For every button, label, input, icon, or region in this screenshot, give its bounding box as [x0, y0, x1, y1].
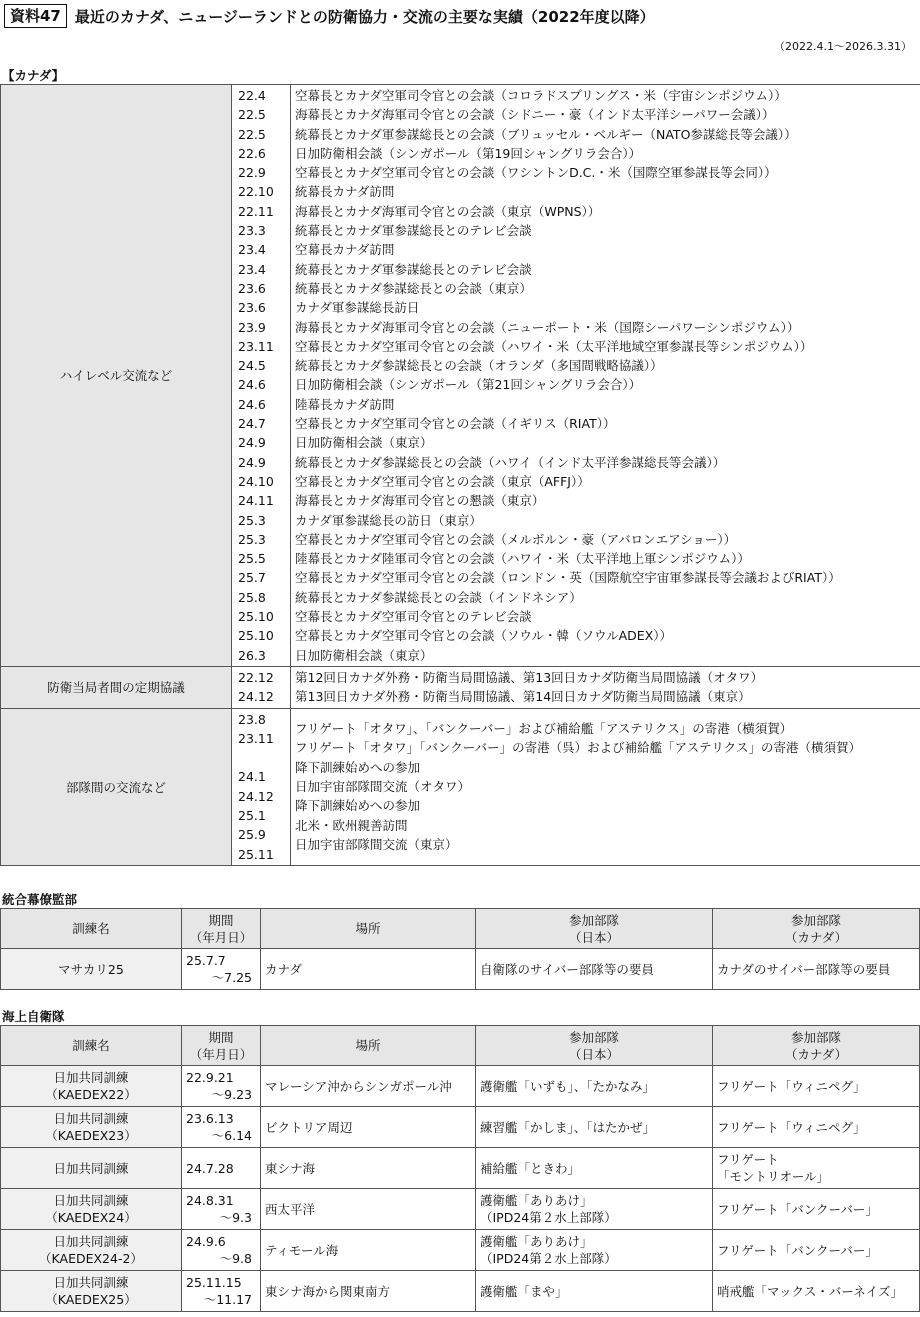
date-column [232, 85, 291, 667]
event-date: 24.9 [238, 454, 266, 470]
period-end: ～11.17 [203, 1292, 252, 1307]
training-place: 西太平洋 [261, 1189, 476, 1230]
event-description: 第13回日カナダ外務・防衛当局間協議、第14回日カナダ防衛当局間協議（東京） [295, 689, 751, 705]
cell-line: （KAEDEX24） [45, 1210, 137, 1225]
cell-line: 自衛隊のサイバー部隊等の要員 [480, 961, 654, 977]
group-label: 防衛当局者間の定期協議 [1, 666, 232, 708]
group-unit-exchanges [1, 708, 920, 865]
event-date: 24.6 [238, 377, 266, 393]
event-column [291, 666, 920, 708]
reporting-period: （2022.4.1～2026.3.31） [774, 40, 912, 53]
training-place: ティモール海 [261, 1230, 476, 1271]
event-description: 統幕長とカナダ参謀総長との会談（東京） [295, 280, 532, 296]
event-date: 24.9 [238, 435, 266, 451]
cell-line: （IPD24第２水上部隊） [480, 1251, 617, 1266]
event-date: 23.3 [238, 223, 266, 239]
event-description: フリゲート「オタワ」、「バンクーバー」および補給艦「アステリクス」の寄港（横須賀） [295, 721, 793, 737]
canada-exchange-table [0, 84, 920, 866]
event-description: 空幕長とカナダ空軍司令官との会談（ハワイ・米（太平洋地域空軍参謀長等シンポジウム）） [295, 338, 813, 354]
event-description: 北米・欧州親善訪問 [295, 817, 408, 833]
event-description: 空幕長とカナダ空軍司令官との会談（東京（AFFJ）） [295, 473, 590, 489]
page-title: 最近のカナダ、ニュージーランドとの防衛協力・交流の主要な実績（2022年度以降） [74, 7, 655, 26]
cell-line: 護衛艦「まや」 [480, 1283, 568, 1299]
col-jp-units-header: 参加部隊 （日本） [476, 1026, 713, 1066]
event-description: 陸幕長とカナダ陸軍司令官との会談（ハワイ・米（太平洋地上軍シンポジウム）） [295, 551, 750, 567]
canada-units [713, 1230, 920, 1271]
event-date: 23.6 [238, 280, 266, 296]
training-place: カナダ [261, 949, 476, 990]
event-description: 統幕長とカナダ参謀総長との会談（インドネシア） [295, 589, 582, 605]
training-period [182, 1066, 261, 1107]
event-date: 25.9 [238, 827, 266, 843]
event-date: 25.5 [238, 551, 266, 567]
canada-units [713, 1066, 920, 1107]
event-date: 25.3 [238, 531, 266, 547]
group-regular-consultations [1, 666, 920, 708]
event-description: 降下訓練始めへの参加 [295, 798, 421, 814]
period-end: ～7.25 [211, 970, 252, 985]
table-row [1, 1271, 920, 1312]
cell-line: 哨戒艦「マックス・バーネイズ」 [717, 1283, 903, 1299]
cell-line: フリゲート「バンクーバー」 [717, 1201, 878, 1217]
table-row [1, 1148, 920, 1189]
period-end: ～9.8 [219, 1251, 252, 1266]
event-description: 統幕長とカナダ軍参謀総長とのテレビ会談 [295, 223, 532, 239]
cell-line: 日加共同訓練 [53, 1160, 129, 1176]
event-description: 統幕長とカナダ参謀総長との会談（オランダ（多国間戦略協議）） [295, 358, 663, 374]
event-date: 24.5 [238, 358, 266, 374]
event-description: 日加防衛相会談（東京） [295, 435, 433, 451]
event-description: 海幕長とカナダ海軍司令官との会談（ニューポート・米（国際シーパワーシンポジウム）） [295, 319, 800, 335]
event-description: 日加防衛相会談（シンガポール（第21回シャングリラ会合）） [295, 377, 642, 393]
event-date: 23.6 [238, 300, 266, 316]
period-end: ～6.14 [211, 1128, 252, 1143]
event-description: 統幕長とカナダ軍参謀総長との会談（ブリュッセル・ベルギー（NATO参謀総長等会議）） [295, 126, 797, 142]
japan-units [476, 1230, 713, 1271]
event-description: 統幕長とカナダ参謀総長との会談（ハワイ（インド太平洋参謀総長等会議）） [295, 454, 726, 470]
group-high-level [1, 85, 920, 667]
table-row [1, 1230, 920, 1271]
event-description: 海幕長とカナダ海軍司令官との会談（シドニー・豪（インド太平洋シーパワー会議）） [295, 107, 775, 123]
cell-line: 日加共同訓練 [53, 1275, 129, 1290]
canada-units [713, 1107, 920, 1148]
table-row [1, 1107, 920, 1148]
group-label: ハイレベル交流など [1, 85, 232, 667]
training-period [182, 1189, 261, 1230]
cell-line: フリゲート「ウィニペグ」 [717, 1119, 866, 1135]
training-period [182, 1230, 261, 1271]
col-jp-units-header: 参加部隊 （日本） [476, 909, 713, 949]
cell-line: 護衛艦「ありあけ」 [480, 1193, 593, 1208]
training-place: 東シナ海から関東南方 [261, 1271, 476, 1312]
event-date: 23.8 [238, 711, 266, 727]
period-end: ～9.3 [219, 1210, 252, 1225]
cell-line: （KAEDEX25） [45, 1292, 137, 1307]
cell-line: 補給艦「ときわ」 [480, 1160, 581, 1176]
japan-units [476, 1271, 713, 1312]
event-date: 25.7 [238, 570, 266, 586]
event-date: 24.12 [238, 689, 274, 705]
cell-line: 護衛艦「ありあけ」 [480, 1234, 593, 1249]
col-name-header: 訓練名 [1, 909, 182, 949]
event-date: 23.11 [238, 730, 274, 746]
period-start: 24.8.31 [186, 1193, 234, 1208]
cell-line: 日加共同訓練 [53, 1193, 129, 1208]
training-name [1, 949, 182, 990]
training-name [1, 1271, 182, 1312]
cell-line: フリゲート [717, 1152, 779, 1167]
japan-units [476, 1066, 713, 1107]
table-row [1, 1066, 920, 1107]
canada-units [713, 1271, 920, 1312]
event-date: 24.6 [238, 396, 266, 412]
event-date: 22.10 [238, 184, 274, 200]
event-date: 25.11 [238, 846, 274, 862]
table-header-row [1, 1026, 920, 1066]
event-description: カナダ軍参謀総長の訪日（東京） [295, 512, 482, 528]
event-description: 日加宇宙部隊間交流（オタワ） [295, 779, 471, 795]
col-ca-units-header: 参加部隊 （カナダ） [713, 909, 920, 949]
col-period-header: 期間 （年月日） [182, 1026, 261, 1066]
event-date: 22.12 [238, 669, 274, 685]
event-date: 23.4 [238, 242, 266, 258]
cell-line: （KAEDEX24-2） [39, 1251, 143, 1266]
event-date: 25.1 [238, 807, 266, 823]
cell-line: 護衛艦「いずも」、「たかなみ」 [480, 1078, 656, 1094]
training-name [1, 1107, 182, 1148]
event-description: 海幕長とカナダ海軍司令官との会談（東京（WPNS）） [295, 203, 601, 219]
training-name [1, 1230, 182, 1271]
canada-units [713, 949, 920, 990]
event-date: 23.11 [238, 338, 274, 354]
page-header [4, 3, 655, 29]
event-description: 空幕長とカナダ空軍司令官とのテレビ会談 [295, 609, 532, 625]
event-date: 22.5 [238, 126, 266, 142]
japan-units [476, 949, 713, 990]
event-description: 空幕長とカナダ空軍司令官との会談（コロラドスプリングス・米（宇宙シンポジウム）） [295, 88, 787, 103]
event-column [291, 708, 920, 865]
cell-line: フリゲート「バンクーバー」 [717, 1242, 878, 1258]
period-start: 22.9.21 [186, 1070, 234, 1085]
training-period [182, 1148, 261, 1189]
event-date: 25.10 [238, 609, 274, 625]
canada-units [713, 1148, 920, 1189]
cell-line: （KAEDEX22） [45, 1087, 137, 1102]
cell-line: 「モントリオール」 [717, 1169, 830, 1184]
event-date: 22.11 [238, 203, 274, 219]
training-period [182, 1107, 261, 1148]
event-description: 空幕長カナダ訪問 [295, 242, 395, 258]
cell-line: 練習艦「かしま」、「はたかぜ」 [480, 1119, 656, 1135]
cell-line: 日加共同訓練 [53, 1111, 129, 1126]
event-description: 統幕長とカナダ軍参謀総長とのテレビ会談 [295, 261, 532, 277]
cell-line: マサカリ25 [58, 961, 124, 977]
maritime-section-label: 海上自衛隊 [2, 1009, 65, 1024]
event-description: カナダ軍参謀総長訪日 [295, 300, 420, 316]
event-date: 23.4 [238, 261, 266, 277]
event-description: 空幕長とカナダ空軍司令官との会談（ソウル・韓（ソウルADEX）） [295, 628, 673, 644]
training-period [182, 949, 261, 990]
event-date: 22.6 [238, 145, 266, 161]
event-date: 23.9 [238, 319, 266, 335]
training-period [182, 1271, 261, 1312]
cell-line: 日加共同訓練 [53, 1070, 129, 1085]
event-date: 24.7 [238, 416, 266, 432]
canada-section-label: 【カナダ】 [2, 68, 65, 83]
period-end: ～9.23 [211, 1087, 252, 1102]
event-description: フリゲート「オタワ」「バンクーバー」の寄港（呉）および補給艦「アステリクス」の寄港（横須賀） [295, 740, 862, 756]
event-date: 24.12 [238, 788, 274, 804]
event-description: 海幕長とカナダ海軍司令官との懇談（東京） [295, 493, 545, 509]
training-place: マレーシア沖からシンガポール沖 [261, 1066, 476, 1107]
event-date: 22.4 [238, 88, 266, 103]
training-name [1, 1066, 182, 1107]
event-description: 統幕長カナダ訪問 [295, 184, 395, 200]
period-start: 24.9.6 [186, 1234, 226, 1249]
training-place: ビクトリア周辺 [261, 1107, 476, 1148]
event-date: 25.3 [238, 512, 266, 528]
table-row [1, 949, 920, 990]
training-name [1, 1189, 182, 1230]
period-start: 23.6.13 [186, 1111, 234, 1126]
table-row [1, 1189, 920, 1230]
joint-staff-section-label: 統合幕僚監部 [2, 892, 78, 907]
col-place-header: 場所 [261, 909, 476, 949]
event-description: 降下訓練始めへの参加 [295, 759, 421, 775]
event-description: 空幕長とカナダ空軍司令官との会談（イギリス（RIAT）） [295, 416, 616, 432]
event-description: 空幕長とカナダ空軍司令官との会談（ワシントンD.C.・米（国際空軍参謀長等会同）） [295, 165, 777, 181]
japan-units [476, 1189, 713, 1230]
group-label: 部隊間の交流など [1, 708, 232, 865]
cell-line: フリゲート「ウィニペグ」 [717, 1078, 866, 1094]
event-description: 日加防衛相会談（東京） [295, 647, 433, 663]
cell-line: 日加共同訓練 [53, 1234, 129, 1249]
period-start: 25.11.15 [186, 1275, 242, 1290]
event-description: 空幕長とカナダ空軍司令官との会談（ロンドン・英（国際航空宇宙軍参謀長等会議およびRIAT）） [295, 570, 841, 586]
training-place: 東シナ海 [261, 1148, 476, 1189]
canada-units [713, 1189, 920, 1230]
event-date: 22.9 [238, 165, 266, 181]
japan-units [476, 1107, 713, 1148]
period-start: 24.7.28 [186, 1160, 234, 1176]
event-date: 24.1 [238, 769, 266, 785]
event-column [291, 85, 920, 667]
cell-line: カナダのサイバー部隊等の要員 [717, 961, 891, 977]
event-date: 24.11 [238, 493, 274, 509]
date-column [232, 708, 291, 865]
event-description: 陸幕長カナダ訪問 [295, 396, 395, 412]
maritime-table [0, 1025, 920, 1312]
col-place-header: 場所 [261, 1026, 476, 1066]
cell-line: （IPD24第２水上部隊） [480, 1210, 617, 1225]
table-header-row [1, 909, 920, 949]
event-description: 空幕長とカナダ空軍司令官との会談（メルボルン・豪（アバロンエアショー）） [295, 531, 737, 547]
training-name [1, 1148, 182, 1189]
japan-units [476, 1148, 713, 1189]
event-date: 26.3 [238, 647, 266, 663]
event-date: 25.8 [238, 589, 266, 605]
event-description: 第12回日カナダ外務・防衛当局間協議、第13回日カナダ防衛当局間協議（オタワ） [295, 669, 764, 685]
date-column [232, 666, 291, 708]
event-date: 24.10 [238, 473, 274, 489]
event-description: 日加防衛相会談（シンガポール（第19回シャングリラ会合）） [295, 145, 642, 161]
event-description: 日加宇宙部隊間交流（東京） [295, 836, 458, 852]
col-name-header: 訓練名 [1, 1026, 182, 1066]
col-period-header: 期間 （年月日） [182, 909, 261, 949]
event-date: 22.5 [238, 107, 266, 123]
event-date: 25.10 [238, 628, 274, 644]
document-tag: 資料47 [4, 4, 67, 28]
col-ca-units-header: 参加部隊 （カナダ） [713, 1026, 920, 1066]
period-start: 25.7.7 [186, 953, 226, 968]
joint-staff-table [0, 908, 920, 990]
cell-line: （KAEDEX23） [45, 1128, 137, 1143]
